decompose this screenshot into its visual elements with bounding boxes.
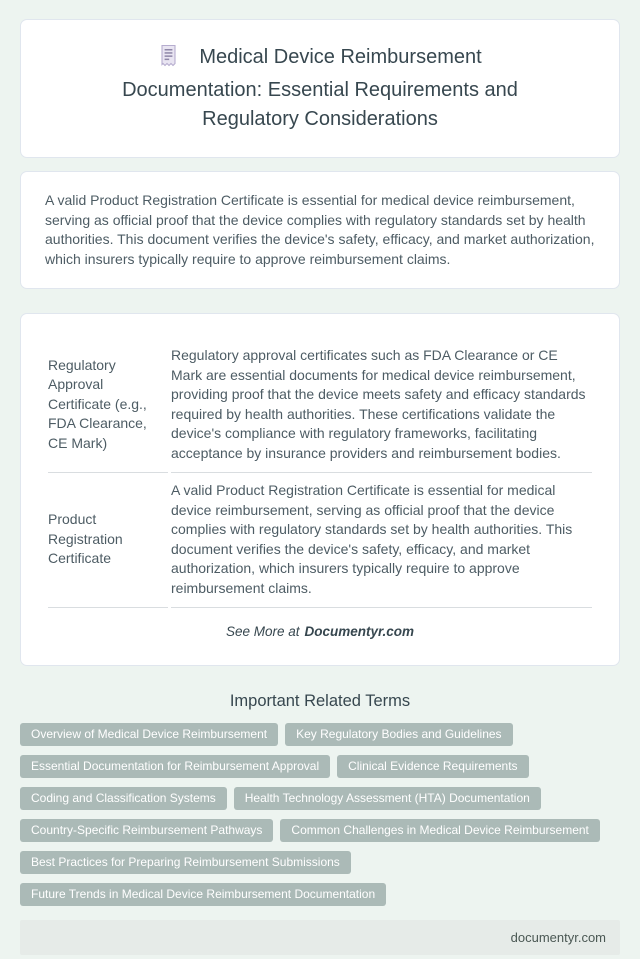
table-row — [48, 338, 592, 473]
page-title-line-2: Documentation: Essential Requirements and — [122, 79, 518, 101]
related-term-tag[interactable]: Health Technology Assessment (HTA) Documentation — [234, 787, 541, 810]
related-terms-row — [20, 883, 620, 906]
related-terms-list — [20, 723, 620, 906]
related-terms-row — [20, 787, 620, 810]
related-term-tag[interactable]: Country-Specific Reimbursement Pathways — [20, 819, 273, 842]
receipt-icon — [158, 44, 179, 76]
page-title-line-1: Medical Device Reimbursement — [199, 46, 482, 68]
related-term-tag[interactable]: Clinical Evidence Requirements — [337, 755, 528, 778]
description-cell: Regulatory approval certificates such as FDA Clearance or CE Mark are essential documents for medical device reimbursement, providing proof that the device meets safety and efficacy standards required by health authorities. These certifications validate the device's compliance with regulatory frameworks, facilitating acceptance by insurance providers and reimbursement bodies. — [171, 338, 592, 473]
footer-site-label: documentyr.com — [510, 930, 606, 945]
intro-card — [20, 171, 620, 289]
term-cell: Product Registration Certificate — [48, 473, 168, 608]
description-cell: A valid Product Registration Certificate is essential for medical device reimbursement, serving as official proof that the device complies with regulatory standards set by health authorities. This document verifies the device's safety, efficacy, and market authorization, which insurers typically require to approve reimbursement claims. — [171, 473, 592, 608]
related-term-tag[interactable]: Coding and Classification Systems — [20, 787, 227, 810]
related-term-tag[interactable]: Key Regulatory Bodies and Guidelines — [285, 723, 512, 746]
brand-link[interactable]: Documentyr.com — [304, 624, 415, 639]
table-row — [48, 473, 592, 608]
related-terms-row — [20, 851, 620, 874]
related-term-tag[interactable]: Essential Documentation for Reimbursement Approval — [20, 755, 330, 778]
header-card — [20, 19, 620, 158]
page-title — [47, 43, 593, 134]
intro-paragraph: A valid Product Registration Certificate is essential for medical device reimbursement, serving as official proof that the device complies with regulatory standards set by health authorities. This document verifies the device's safety, efficacy, and market authorization, which insurers typically require to approve reimbursement claims. — [45, 192, 595, 267]
related-terms-row — [20, 819, 620, 842]
terms-table — [45, 338, 595, 608]
related-terms-row — [20, 723, 620, 746]
see-more-line — [45, 624, 595, 639]
see-more-text: See More at — [225, 624, 300, 639]
related-terms-heading: Important Related Terms — [229, 692, 411, 710]
terms-table-card — [20, 313, 620, 666]
footer-bar — [20, 920, 620, 955]
related-term-tag[interactable]: Common Challenges in Medical Device Reimbursement — [280, 819, 599, 842]
page-title-line-3: Regulatory Considerations — [202, 108, 438, 130]
term-cell: Regulatory Approval Certificate (e.g., FDA Clearance, CE Mark) — [48, 338, 168, 473]
related-term-tag[interactable]: Overview of Medical Device Reimbursement — [20, 723, 278, 746]
related-term-tag[interactable]: Best Practices for Preparing Reimbursement Submissions — [20, 851, 351, 874]
related-term-tag[interactable]: Future Trends in Medical Device Reimbursement Documentation — [20, 883, 386, 906]
related-terms-row — [20, 755, 620, 778]
